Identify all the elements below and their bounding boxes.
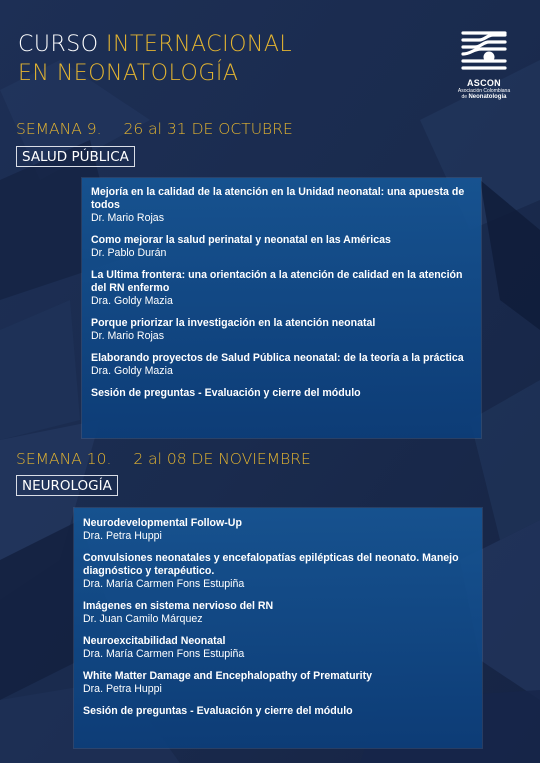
logo-subtitle-line1: Asociación Colombiana [457, 88, 511, 94]
logo-subtitle-prefix: de [461, 94, 468, 100]
session-title: Neurodevelopmental Follow-Up [83, 517, 242, 529]
week-9-dates: 26 al 31 DE OCTUBRE [123, 120, 293, 138]
week-10-heading [16, 450, 311, 468]
session-item [83, 600, 468, 626]
session-title: Elaborando proyectos de Salud Pública neonatal: de la teoría a la práctica [91, 352, 464, 364]
session-item [91, 186, 465, 225]
session-item [83, 670, 468, 696]
ascon-logo [456, 26, 512, 100]
session-title: Mejoría en la calidad de la atención en la Unidad neonatal: una apuesta de todos [91, 186, 465, 211]
title-word-curso: CURSO [18, 32, 99, 57]
session-title: Como mejorar la salud perinatal y neonatal en las Américas [91, 234, 391, 246]
session-title: Sesión de preguntas - Evaluación y cierre del módulo [83, 705, 353, 717]
week-10-dates: 2 al 08 DE NOVIEMBRE [133, 450, 311, 468]
session-title: Convulsiones neonatales y encefalopatías epilépticas del neonato. Manejo diagnóstico y terapéutico. [83, 552, 459, 577]
module-tag-salud-publica: SALUD PÚBLICA [16, 146, 135, 167]
session-speaker: Dra. Goldy Mazia [91, 295, 173, 307]
session-item-closing [83, 705, 468, 718]
logo-subtitle [456, 88, 512, 100]
session-item-closing [91, 387, 465, 400]
week-9-heading [16, 120, 293, 138]
session-speaker: Dr. Pablo Durán [91, 247, 167, 259]
session-speaker: Dra. Goldy Mazia [91, 365, 173, 377]
session-title: White Matter Damage and Encephalopathy of Prematurity [83, 670, 373, 682]
logo-name: ASCON [466, 78, 501, 88]
session-item [91, 352, 465, 378]
session-item [83, 552, 468, 591]
week-10-label: SEMANA 10. [16, 450, 112, 468]
title-word-internacional: INTERNACIONAL [106, 32, 293, 57]
session-title: Sesión de preguntas - Evaluación y cierre del módulo [91, 387, 361, 399]
page-title [18, 30, 292, 88]
session-item [91, 234, 465, 260]
session-title: Neuroexcitabilidad Neonatal [83, 635, 226, 647]
session-item [83, 635, 468, 661]
session-speaker: Dra. Petra Huppi [83, 683, 162, 695]
session-list [82, 178, 481, 400]
session-item [91, 269, 465, 308]
session-speaker: Dr. Mario Rojas [91, 330, 164, 342]
session-item [91, 317, 465, 343]
module-tag-neurologia: NEUROLOGÍA [16, 475, 118, 496]
week-9-sessions-panel [82, 178, 481, 438]
logo-subtitle-line2: Neonatología [468, 94, 507, 100]
week-10-sessions-panel [74, 508, 482, 748]
session-title: Imágenes en sistema nervioso del RN [83, 600, 274, 612]
session-title: Porque priorizar la investigación en la atención neonatal [91, 317, 376, 329]
week-9-label: SEMANA 9. [16, 120, 102, 138]
logo-mark-icon [459, 26, 509, 76]
session-list [74, 508, 482, 718]
session-item [83, 517, 468, 543]
session-speaker: Dr. Juan Camilo Márquez [83, 613, 203, 625]
session-title: La Ultima frontera: una orientación a la atención de calidad en la atención del RN enfermo [91, 269, 463, 294]
session-speaker: Dra. Petra Huppi [83, 530, 162, 542]
session-speaker: Dra. María Carmen Fons Estupiña [83, 578, 245, 590]
session-speaker: Dra. María Carmen Fons Estupiña [83, 648, 245, 660]
title-line-neonatologia: EN NEONATOLOGÍA [18, 61, 239, 86]
session-speaker: Dr. Mario Rojas [91, 212, 164, 224]
